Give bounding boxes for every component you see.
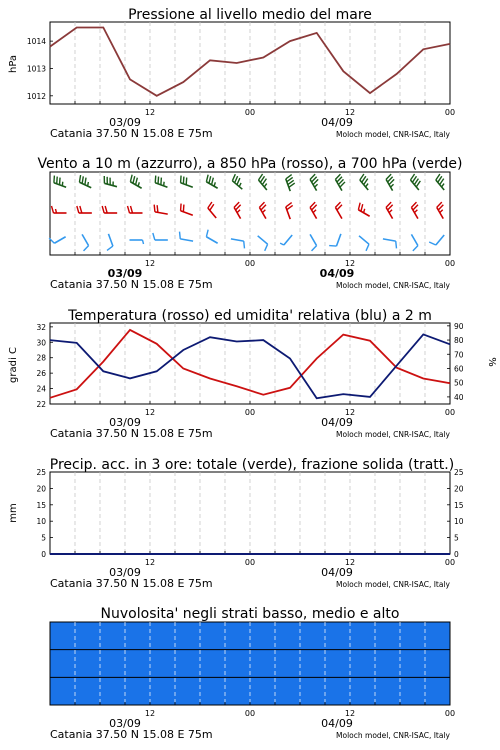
wind-row-700-hPa [54,174,444,191]
wind-barb [359,236,369,251]
precip-right-ytick-label: 10 [454,517,464,527]
cloud-cell [150,677,175,705]
humidity-ytick-label: 60 [454,364,464,374]
pressure-panel [8,7,372,73]
precip-ytick-label: 20 [36,484,46,494]
wind-barb-feather [180,232,181,239]
wind-barb [206,175,217,189]
pressure-date-label: 04/09 [321,116,353,129]
wind-barb-staff [206,237,217,244]
pressure-xtick-label: 12 [344,108,356,117]
humidity-ytick-label: 50 [454,378,464,388]
cloud-cell [425,677,450,705]
wind-barb [411,234,418,250]
cloud-cell [175,622,200,650]
precip-title: Precip. acc. in 3 ore: totale (verde), frazione solida (tratt.) [49,457,455,473]
cloud-cell [75,677,100,705]
cloud-cell [325,650,350,678]
cloud-date-label: 03/09 [109,717,141,730]
temperature-credit: Moloch model, CNR-ISAC, Italy [336,430,450,439]
wind-barb [153,233,168,240]
wind-title: Vento a 10 m (azzurro), a 850 hPa (rosso), a 700 hPa (verde) [37,156,463,172]
wind-barb-feather [138,182,139,186]
temperature-ytick-label: 24 [36,384,46,394]
cloud-xtick-label: 00 [444,709,456,718]
wind-barb-feather [57,177,58,184]
temperature-location: Catania 37.50 N 15.08 E 75m [50,427,213,440]
cloud-title: Nuvolosita' negli strati basso, medio e alto [100,606,400,622]
cloud-cell [400,650,425,678]
wind-barb [180,232,194,241]
wind-xtick-label: 12 [344,259,356,268]
precip-ytick-label: 0 [41,550,46,559]
wind-barb [335,202,342,218]
wind-barb-feather [414,210,417,213]
wind-barb-feather [130,175,132,182]
wind-barb [310,202,317,218]
wind-barb-feather [105,206,107,213]
cloud-cell [175,677,200,705]
wind-barb-feather [315,184,318,187]
cloud-location: Catania 37.50 N 15.08 E 75m [50,728,213,741]
cloud-cell [400,622,425,650]
cloud-cell [75,650,100,678]
cloud-cell [300,677,325,705]
cloud-cell [225,677,250,705]
cloud-cell [150,622,175,650]
precip-xtick-label: 12 [344,558,356,567]
wind-barb-feather [235,176,238,183]
cloud-cell [375,622,400,650]
pressure-ylabel: hPa [8,54,19,74]
pressure-date-label: 03/09 [109,116,141,129]
wind-barb-feather [80,206,82,213]
wind-barb-feather [60,178,61,185]
wind-barb-feather [102,206,104,213]
wind-barb-feather [181,204,182,211]
wind-barb-feather [214,182,215,186]
wind-barb-feather [183,177,184,184]
wind-barb-feather [128,206,130,213]
precip-ytick-label: 15 [36,500,46,510]
wind-barb [411,202,418,218]
wind-barb-feather [209,176,211,183]
pressure-ytick-label: 1013 [26,64,46,74]
wind-barb-feather [183,205,184,212]
precip-ytick-label: 10 [36,517,46,527]
pressure-xtick-label: 12 [144,108,156,117]
cloud-cell [300,622,325,650]
cloud-cell [275,622,300,650]
pressure-ytick-label: 1012 [26,91,46,101]
wind-barb [181,176,193,188]
precip-xtick-label: 00 [444,558,456,567]
wind-barb-feather [366,244,369,251]
cloud-cell [100,677,125,705]
precip-ytick-label: 5 [41,533,46,543]
wind-barb [130,240,144,244]
wind-barb-feather [155,176,156,183]
wind-barb [286,175,295,191]
precip-frame [50,472,450,554]
wind-barb-feather [262,210,265,213]
wind-barb-staff [336,234,340,246]
wind-barb-feather [429,242,436,245]
wind-barb-feather [239,183,241,187]
wind-barb-feather [84,246,89,251]
wind-barb [231,239,245,248]
cloud-cell [250,650,275,678]
wind-barb-feather [154,205,155,212]
wind-barb-feather [389,210,392,213]
wind-row-10-m [49,230,444,251]
wind-barb-feather [442,184,444,187]
wind-xtick-label: 00 [444,259,456,268]
temperature-frame [50,323,450,404]
wind-barb-feather [131,206,133,213]
cloud-cell [125,677,150,705]
wind-barb-feather [52,206,54,213]
temperature-xtick-label: 00 [244,408,256,417]
wind-barb-staff [181,211,193,215]
wind-barb-feather [79,175,80,182]
cloud-cell [275,677,300,705]
temperature-ytick-label: 26 [36,369,46,379]
wind-barb-feather [366,184,368,187]
wind-barb-feather [133,176,135,183]
precip-ytick-label: 25 [36,468,46,477]
precip-xtick-label: 00 [244,558,256,567]
wind-barb [386,174,394,190]
temperature-xtick-label: 00 [444,408,456,417]
wind-barb-staff [383,239,396,241]
wind-barb [208,202,216,218]
wind-barb [104,176,117,187]
wind-barb-feather [181,176,182,183]
pressure-ytick-label: 1014 [26,37,46,47]
cloud-cell [275,650,300,678]
wind-barb [82,234,89,250]
wind-barb-staff [436,235,444,245]
pressure-xtick-label: 00 [444,108,456,117]
wind-barb [258,236,268,251]
cloud-xtick-label: 00 [244,709,256,718]
humidity-ylabel: % [486,357,497,367]
cloud-cell [400,677,425,705]
precip-ylabel: mm [8,503,19,523]
wind-barb-feather [280,243,284,245]
wind-barb-staff [258,236,268,244]
pressure-location: Catania 37.50 N 15.08 E 75m [50,127,213,140]
cloud-cell [375,650,400,678]
precip-right-ytick-label: 20 [454,484,464,494]
wind-xtick-label: 12 [144,259,156,268]
cloud-credit: Moloch model, CNR-ISAC, Italy [336,731,450,740]
pressure-credit: Moloch model, CNR-ISAC, Italy [336,130,450,139]
precip-date-label: 04/09 [321,566,353,579]
wind-barb [386,202,393,218]
wind-barb-feather [232,174,235,181]
temperature-ylabel: gradi C [8,347,19,383]
humidity-ytick-label: 80 [454,336,464,346]
wind-barb-feather [107,246,113,250]
wind-barb-feather [244,241,245,248]
precip-right-ytick-label: 15 [454,500,464,510]
wind-barb-staff [232,181,242,189]
temperature-panel [8,308,497,383]
wind-location: Catania 37.50 N 15.08 E 75m [50,278,213,291]
temperature-ytick-label: 28 [36,353,46,363]
wind-barb-feather [186,178,187,185]
wind-barb-staff [411,234,418,245]
humidity-ytick-label: 70 [454,350,464,360]
wind-barb-staff [310,234,317,245]
cloud-cell [325,622,350,650]
wind-barb [410,174,420,190]
wind-barb [310,234,317,250]
wind-barb-feather [82,176,83,183]
wind-barb-feather [237,210,240,213]
temperature-ytick-label: 32 [36,322,46,332]
wind-barb [280,235,292,245]
cloud-panel [101,606,400,622]
cloud-cell [150,650,175,678]
wind-barb [360,174,368,190]
wind-barb [259,202,266,218]
wind-barb-feather [413,246,418,251]
wind-barb-staff [359,236,369,244]
cloud-xtick-label: 12 [144,709,156,718]
cloud-cell [350,622,375,650]
wind-barb-feather [88,182,89,186]
temperature-ytick-label: 30 [36,338,46,348]
wind-barb-feather [329,246,336,247]
cloud-cell [425,650,450,678]
cloud-cell [200,677,225,705]
precip-date-label: 03/09 [109,566,141,579]
wind-barb-feather [143,240,144,244]
wind-barb-feather [237,178,240,185]
pressure-xtick-label: 00 [244,108,256,117]
cloud-cell [200,650,225,678]
cloud-cell [50,650,75,678]
wind-barb-feather [157,205,158,212]
wind-barb-feather [56,209,57,213]
wind-barb [54,176,66,188]
wind-barb [310,174,318,190]
wind-barb-staff [82,234,89,245]
pressure-title: Pressione al livello medio del mare [128,7,372,23]
cloud-date-label: 04/09 [321,717,353,730]
wind-barb [107,234,113,250]
wind-date-label: 04/09 [319,267,355,280]
cloud-cell [250,622,275,650]
wind-barb [335,174,345,190]
wind-barb-feather [396,241,397,248]
wind-barb-feather [265,244,268,251]
wind-barb-feather [313,210,316,213]
wind-barb [130,175,141,189]
wind-barb-feather [206,175,208,182]
temperature-ytick-label: 22 [36,400,46,409]
wind-barb [383,239,397,248]
wind-barb-staff [54,237,65,244]
wind-barb [358,203,369,217]
temperature-date-label: 04/09 [321,416,353,429]
wind-barb-feather [77,206,79,213]
wind-barb-feather [312,246,317,251]
wind-barb-staff [180,239,193,241]
wind-barb [155,176,167,188]
humidity-ytick-label: 90 [454,321,464,331]
wind-credit: Moloch model, CNR-ISAC, Italy [336,281,450,290]
temperature-title: Temperatura (rosso) ed umidita' relativa (blu) a 2 m [68,308,432,324]
wind-date-label: 03/09 [107,267,143,280]
cloud-cell [325,677,350,705]
cloud-cell [175,650,200,678]
wind-barb-feather [264,184,266,187]
wind-barb [329,234,341,246]
precip-right-ytick-label: 0 [454,550,459,559]
cloud-cell [225,622,250,650]
wind-barb-staff [284,235,292,245]
wind-barb-feather [54,176,55,183]
wind-barb [429,235,444,245]
wind-barb [286,203,293,219]
cloud-cell [125,622,150,650]
wind-barb-feather [206,230,208,237]
wind-barb [102,206,117,213]
cloud-xtick-label: 12 [344,709,356,718]
cloud-cell [125,650,150,678]
cloud-cell [100,650,125,678]
wind-xtick-label: 00 [244,259,256,268]
wind-barb [437,202,444,218]
wind-barb [128,206,143,213]
cloud-cell [375,677,400,705]
precip-right-ytick-label: 5 [454,533,459,543]
precip-right-ytick-label: 25 [454,468,464,477]
wind-barb-feather [364,209,365,213]
temperature-xtick-label: 12 [144,408,156,417]
wind-barb-staff [155,212,168,214]
cloud-cell [350,677,375,705]
wind-barb-feather [153,233,155,240]
wind-barb [258,174,266,190]
wind-barb [52,206,67,213]
cloud-cell [50,677,75,705]
cloud-cell [250,677,275,705]
wind-barb-feather [158,177,159,184]
cloud-cell [225,650,250,678]
wind-barb-staff [208,208,216,218]
wind-barb-feather [361,204,363,211]
cloud-cell [50,622,75,650]
wind-barb [154,205,168,214]
precip-credit: Moloch model, CNR-ISAC, Italy [336,580,450,589]
cloud-cell [200,622,225,650]
wind-barb [181,204,193,216]
wind-barb-feather [161,178,162,185]
wind-barb [49,237,65,244]
wind-barb [232,174,242,189]
wind-row-850-hPa [52,202,444,219]
wind-panel [37,156,462,172]
wind-barb-staff [108,234,112,246]
cloud-cell [300,650,325,678]
wind-barb-feather [440,210,443,213]
cloud-cell [425,622,450,650]
temperature-xtick-label: 12 [344,408,356,417]
wind-barb-feather [358,203,360,210]
wind-barb-feather [391,184,394,187]
wind-barb [234,202,241,218]
wind-barb-feather [85,178,86,185]
wind-barb [79,175,91,188]
precip-xtick-label: 12 [144,558,156,567]
wind-barb-staff [231,239,244,241]
humidity-ytick-label: 40 [454,392,464,402]
precip-location: Catania 37.50 N 15.08 E 75m [50,577,213,590]
wind-barb-feather [212,178,214,185]
wind-barb [436,174,444,190]
temperature-date-label: 03/09 [109,416,141,429]
wind-barb-feather [136,178,138,185]
cloud-cell [100,622,125,650]
pressure-frame [50,22,450,104]
cloud-cell [350,650,375,678]
wind-barb [77,206,92,213]
cloud-cell [75,622,100,650]
wind-barb [206,230,217,244]
